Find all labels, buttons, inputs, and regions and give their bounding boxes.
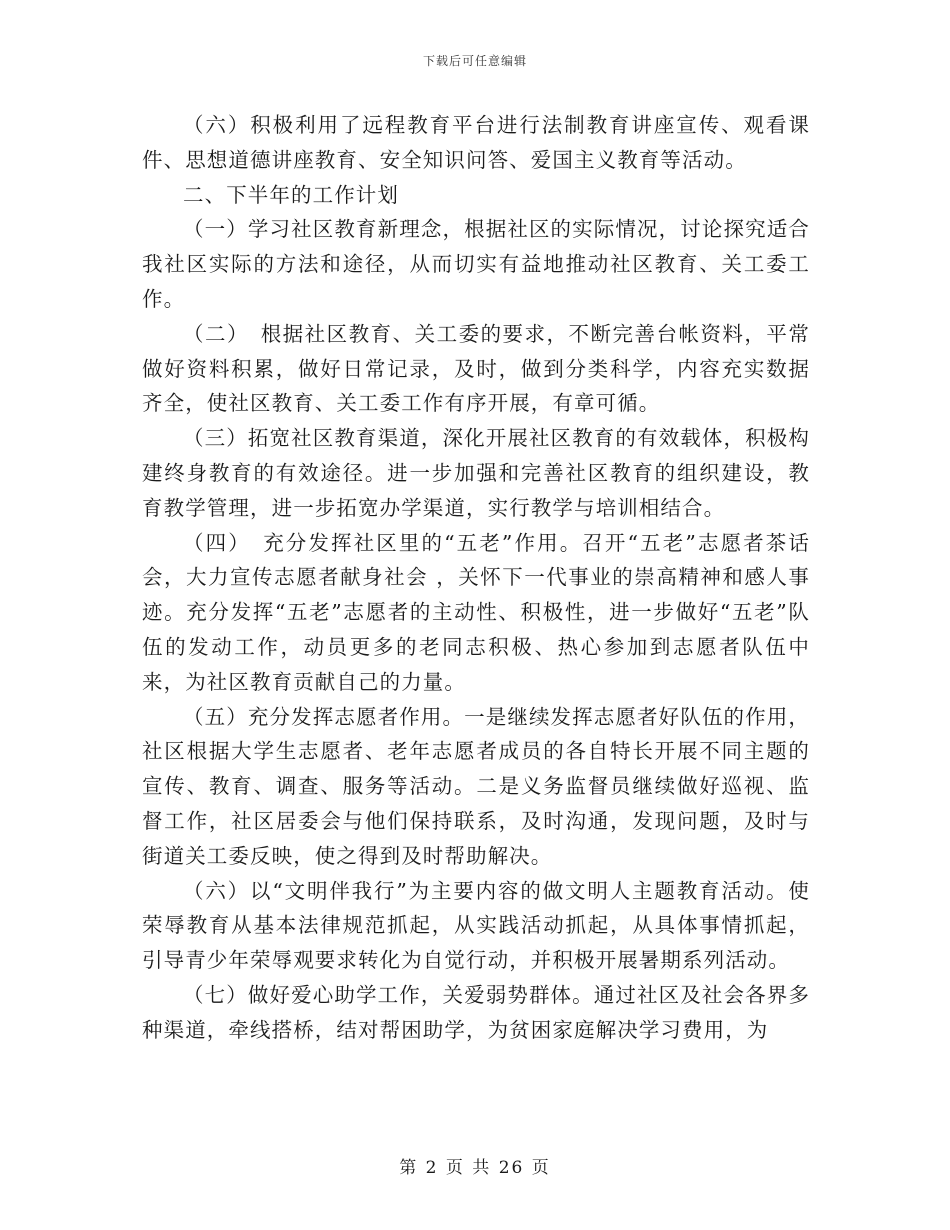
paragraph-1-community-education: （一）学习社区教育新理念，根据社区的实际情况，讨论探究适合我社区实际的方法和途径，从而切实有益地推动社区教育、关工委工作。 [142,217,810,311]
paragraph-3-channels: （三）拓宽社区教育渠道，深化开展社区教育的有效载体，积极构建终身教育的有效途径。进一步加强和完善社区教育的组织建设，教育教学管理，进一步拓宽办学渠道，实行教学与培训相结合。 [142,426,810,520]
paragraph-7-student-aid: （七）做好爱心助学工作，关爱弱势群体。通过社区及社会各界多种渠道，牵线搭桥，结对帮困助学，为贫困家庭解决学习费用，为 [142,982,810,1042]
paragraph-4-five-elders: （四） 充分发挥社区里的“五老”作用。召开“五老”志愿者茶话会，大力宣传志愿者献身社会 ，关怀下一代事业的崇高精神和感人事迹。充分发挥“五老”志愿者的主动性、积极性，进一步做好“五老”队伍的发动工作，动员更多的老同志积极、热心参加到志愿者队伍中来，为社区教育贡献自己的力量。 [142,530,810,694]
page-header: 下载后可任意编辑 [422,54,527,68]
page-number-footer: 第 2 页 共 26 页 [399,1158,551,1178]
paragraph-5-volunteers: （五）充分发挥志愿者作用。一是继续发挥志愿者好队伍的作用，社区根据大学生志愿者、老年志愿者成员的各自特长开展不同主题的宣传、教育、调查、服务等活动。二是义务监督员继续做好巡视、监督工作，社区居委会与他们保持联系，及时沟通，发现问题，及时与街道关工委反映，使之得到及时帮助解决。 [142,704,810,868]
paragraph-6-remote-education: （六）积极利用了远程教育平台进行法制教育讲座宣传、观看课件、思想道德讲座教育、安全知识问答、爱国主义教育等活动。 [142,113,810,172]
paragraph-6-civilization: （六）以“文明伴我行”为主要内容的做文明人主题教育活动。使荣辱教育从基本法律规范抓起，从实践活动抓起，从具体事情抓起，引导青少年荣辱观要求转化为自觉行动，并积极开展暑期系列活动。 [142,878,810,973]
document-body [142,108,810,1048]
paragraph-2-records: （二） 根据社区教育、关工委的要求，不断完善台帐资料，平常做好资料积累，做好日常记录，及时，做到分类科学，内容充实数据齐全，使社区教育、关工委工作有序开展，有章可循。 [142,321,810,416]
section-heading-second-half-plan: 二、下半年的工作计划 [183,182,399,207]
